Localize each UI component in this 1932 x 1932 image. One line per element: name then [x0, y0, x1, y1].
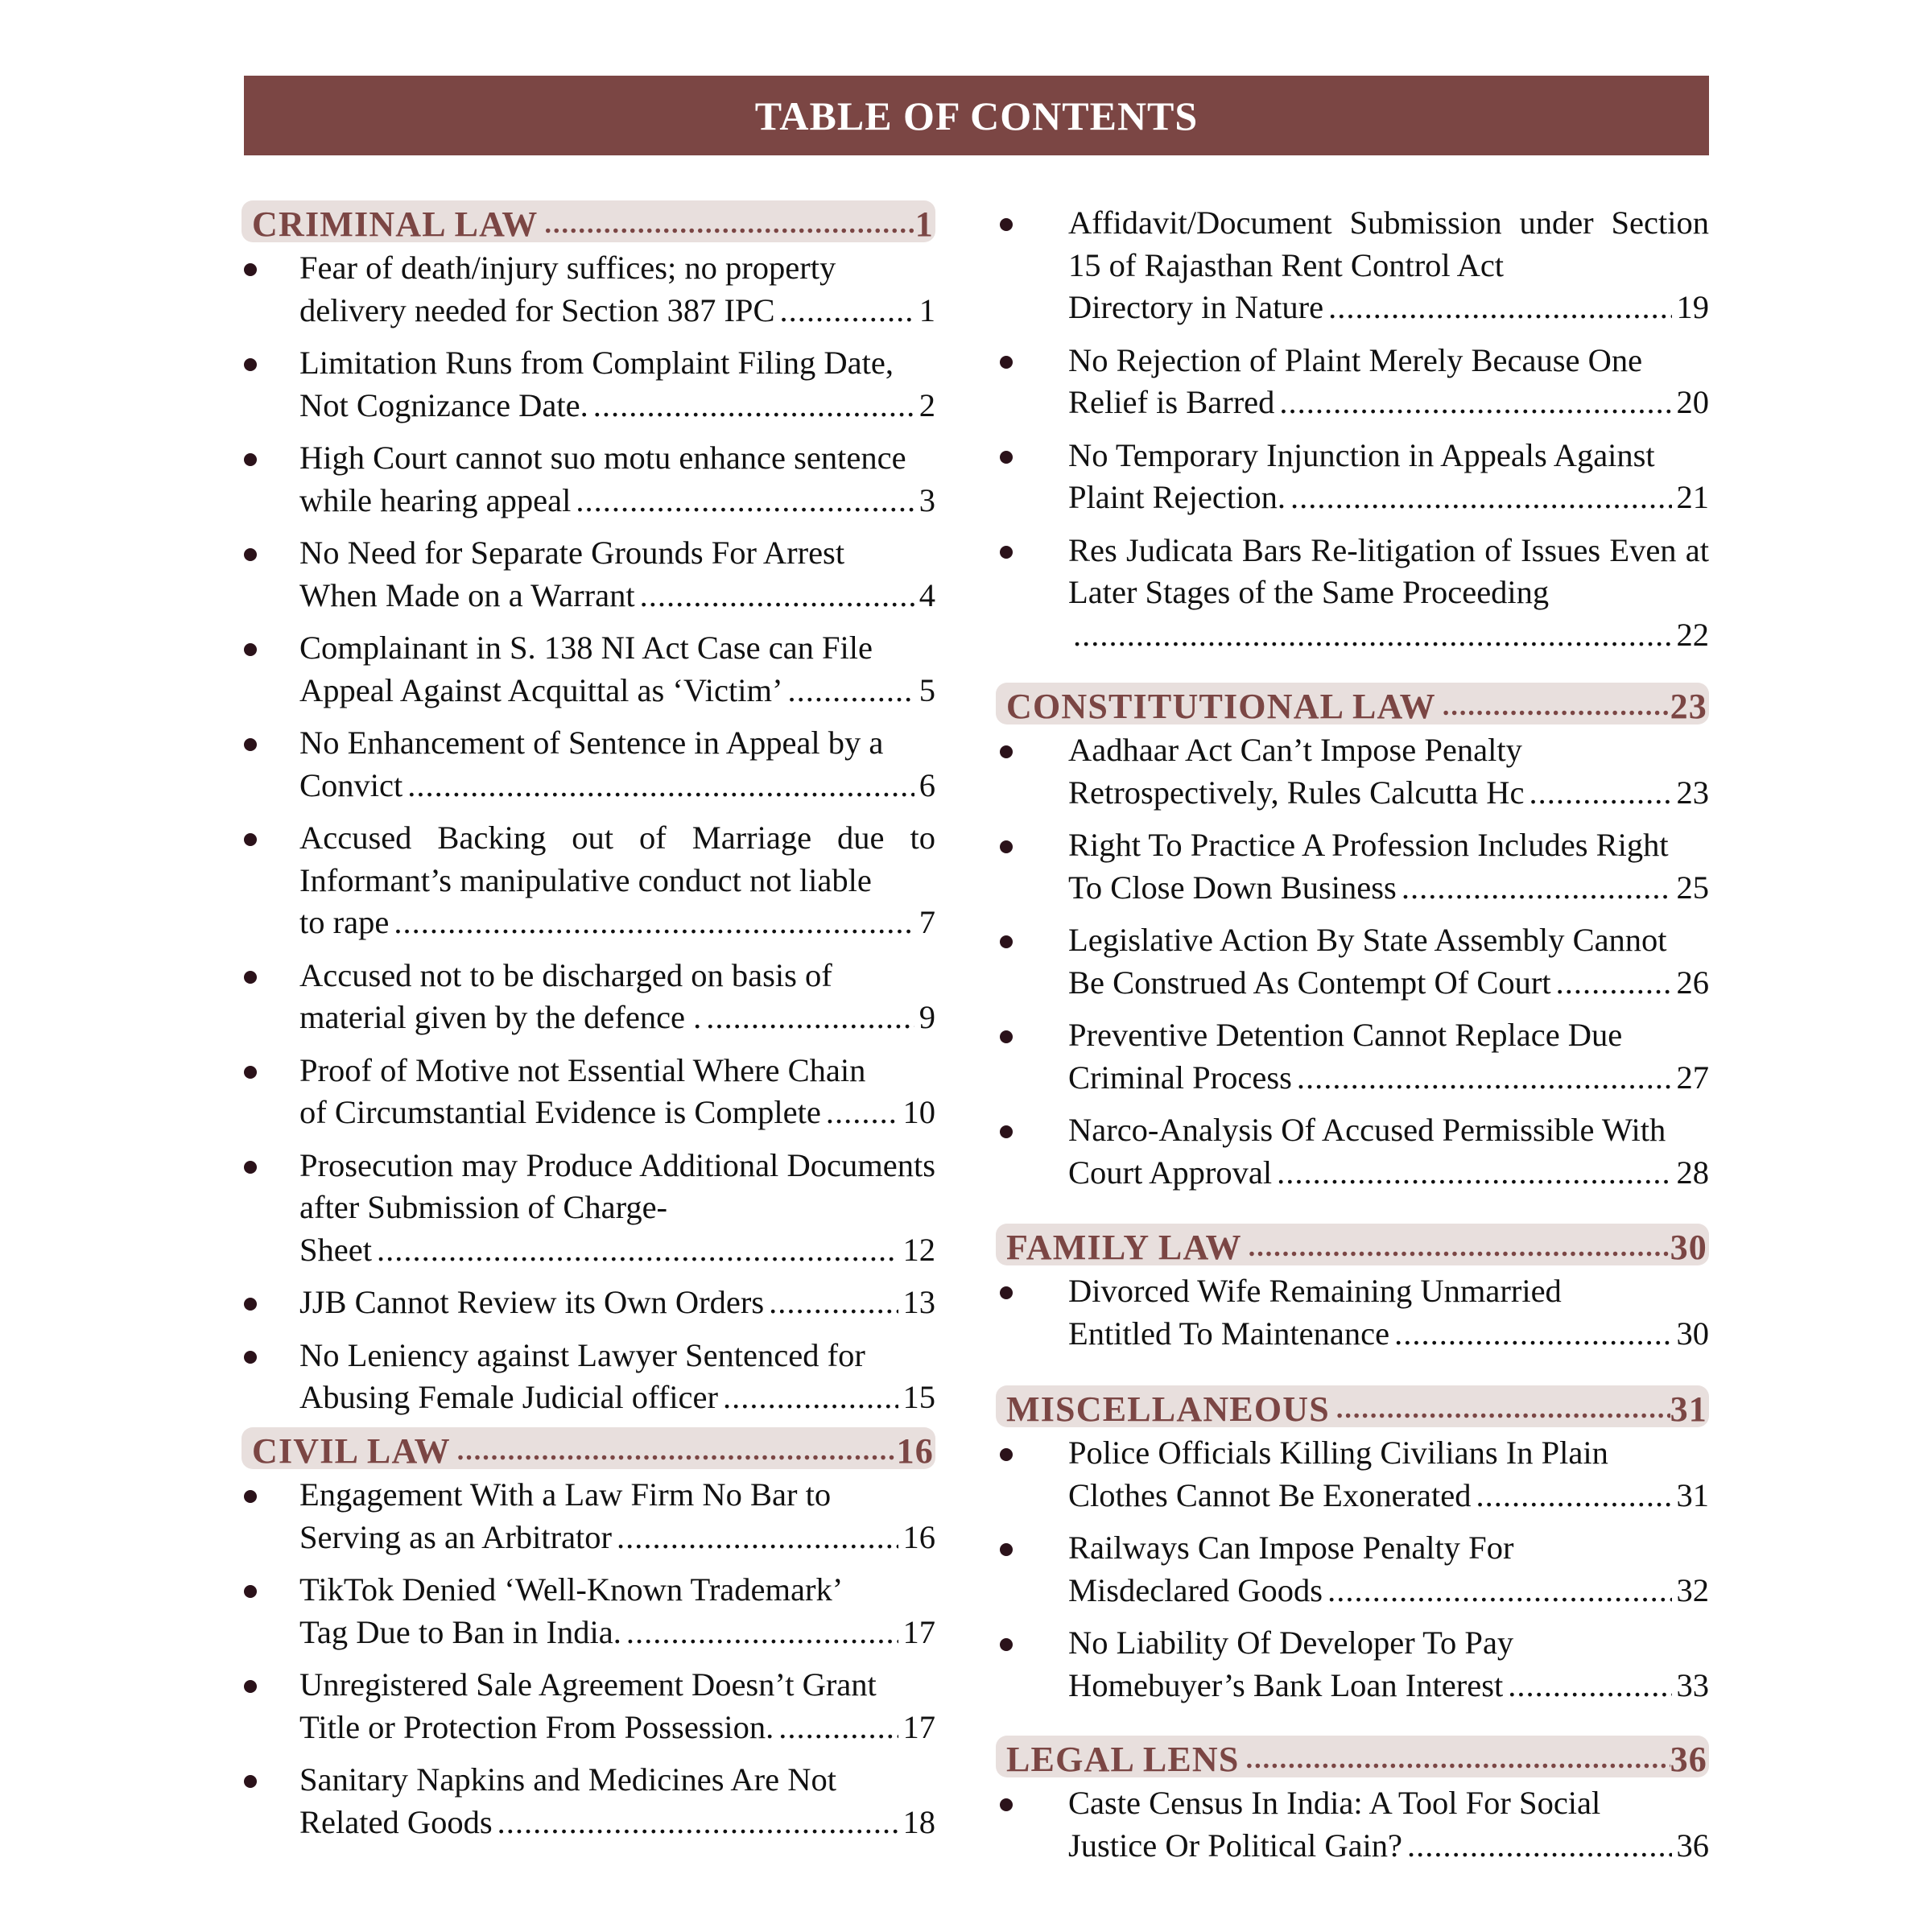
entry-last-line: [1068, 1825, 1709, 1868]
section-page-number: 31: [1670, 1389, 1707, 1427]
toc-entry[interactable]: [1006, 435, 1709, 519]
entry-title-end: JJB Cannot Review its Own Orders: [299, 1284, 765, 1320]
entry-page-number: 28: [1676, 1154, 1709, 1191]
dot-leader: [1328, 287, 1671, 329]
entry-title-end: Directory in Nature: [1068, 289, 1324, 325]
entry-last-line: [1068, 287, 1709, 329]
entry-last-line: [1068, 867, 1709, 910]
section-legal-lens: [1006, 1736, 1709, 1867]
entry-title-end: Clothes Cannot Be Exonerated: [1068, 1476, 1472, 1513]
dot-leader: [576, 480, 914, 522]
section-heading[interactable]: [996, 1736, 1709, 1777]
section-heading[interactable]: [996, 1385, 1709, 1427]
section-heading[interactable]: [996, 1224, 1709, 1265]
bullet-icon: [1000, 840, 1013, 853]
bullet-icon: [244, 833, 257, 846]
entry-title-end: When Made on a Warrant: [299, 576, 635, 613]
entry-page-number: 10: [902, 1094, 935, 1130]
entry-title: No Liability Of Developer To Pay: [1068, 1624, 1514, 1661]
bullet-icon: [1000, 1286, 1013, 1299]
toc-entry[interactable]: [242, 1474, 935, 1558]
dot-leader: [617, 1517, 898, 1559]
dot-leader: [787, 670, 914, 712]
bullet-icon: [244, 971, 257, 984]
entry-last-line: [299, 997, 935, 1039]
entry-list: [1006, 202, 1709, 656]
bullet-icon: [244, 548, 257, 561]
toc-entry[interactable]: [1006, 824, 1709, 909]
dot-leader: [1073, 614, 1672, 657]
entry-page-number: 25: [1676, 869, 1709, 906]
entry-page-number: 30: [1676, 1315, 1709, 1352]
dot-leader: [1529, 772, 1671, 815]
toc-entry[interactable]: [242, 627, 935, 712]
bullet-icon: [1000, 935, 1013, 948]
bullet-icon: [1000, 218, 1013, 231]
toc-entry[interactable]: [242, 722, 935, 807]
entry-page-number: 17: [902, 1708, 935, 1745]
toc-entry[interactable]: [242, 1282, 935, 1324]
section-heading-label: FAMILY LAW: [1006, 1228, 1242, 1265]
entry-title-end: Title or Protection From Possession.: [299, 1708, 774, 1745]
bullet-icon: [244, 1490, 257, 1503]
toc-entry[interactable]: [1006, 1527, 1709, 1612]
entry-page-number: 21: [1676, 479, 1709, 515]
entry-list: [1006, 1270, 1709, 1355]
entry-page-number: 27: [1676, 1059, 1709, 1096]
entry-page-number: 16: [902, 1518, 935, 1555]
bullet-icon: [1000, 1125, 1013, 1138]
entry-title-end: To Close Down Business: [1068, 869, 1397, 906]
entry-title-end: Misdeclared Goods: [1068, 1571, 1323, 1608]
entry-last-line: [1068, 614, 1709, 657]
entry-page-number: 32: [1676, 1571, 1709, 1608]
entry-title-end: Retrospectively, Rules Calcutta Hc: [1068, 774, 1525, 811]
section-heading[interactable]: [996, 683, 1709, 724]
section-heading-label: CRIMINAL LAW: [252, 204, 539, 242]
entry-title-end: while hearing appeal: [299, 481, 572, 518]
entry-page-number: 23: [1676, 774, 1709, 811]
entry-page-number: 20: [1676, 384, 1709, 420]
toc-entry[interactable]: [1006, 530, 1709, 657]
entry-title: Police Officials Killing Civilians In Plain: [1068, 1435, 1608, 1471]
toc-entry[interactable]: [242, 437, 935, 522]
toc-entry[interactable]: [242, 1664, 935, 1748]
dot-leader: [779, 290, 914, 332]
section-page-number: 36: [1670, 1740, 1707, 1777]
entry-title-end: Not Cognizance Date.: [299, 386, 588, 423]
bullet-icon: [1000, 356, 1013, 369]
entry-title-end: Be Construed As Contempt Of Court: [1068, 964, 1551, 1001]
entry-last-line: [1068, 382, 1709, 424]
entry-page-number: 5: [919, 671, 935, 708]
entry-title: No Need for Separate Grounds For Arrest: [299, 535, 845, 571]
entry-title: Engagement With a Law Firm No Bar to: [299, 1476, 832, 1513]
title-bar: [244, 76, 1709, 155]
dot-leader: [1443, 689, 1670, 724]
dot-leader: [1476, 1475, 1672, 1517]
dot-leader: [544, 207, 914, 242]
section-page-number: 30: [1670, 1228, 1707, 1265]
section-miscellaneous: [1006, 1385, 1709, 1707]
entry-page-number: 1: [919, 291, 935, 328]
bullet-icon: [1000, 1030, 1013, 1043]
entry-title: Accused Backing out of Marriage due to Informant’s manipulative conduct not liable: [299, 819, 935, 898]
entry-page-number: 4: [919, 576, 935, 613]
bullet-icon: [244, 453, 257, 466]
bullet-icon: [244, 643, 257, 656]
entry-last-line: [299, 670, 935, 712]
entry-page-number: 6: [919, 766, 935, 803]
entry-list: [242, 247, 935, 1419]
entry-page-number: 31: [1676, 1476, 1709, 1513]
dot-leader: [1290, 477, 1672, 519]
section-constitutional-law: [1006, 683, 1709, 1194]
entry-title: TikTok Denied ‘Well-Known Trademark’: [299, 1571, 844, 1608]
entry-last-line: [1068, 1665, 1709, 1707]
entry-page-number: 22: [1676, 616, 1709, 653]
dot-leader: [723, 1377, 898, 1419]
bullet-icon: [1000, 1638, 1013, 1651]
entry-title-end: Related Goods: [299, 1803, 493, 1840]
entry-last-line: [299, 1092, 935, 1134]
entry-title-end: Justice Or Political Gain?: [1068, 1827, 1403, 1864]
entry-title: Railways Can Impose Penalty For: [1068, 1530, 1514, 1566]
entry-title: Aadhaar Act Can’t Impose Penalty: [1068, 732, 1522, 768]
dot-leader: [394, 902, 914, 944]
entry-page-number: 12: [902, 1231, 935, 1268]
entry-title: Unregistered Sale Agreement Doesn’t Grant: [299, 1666, 877, 1703]
entry-last-line: [299, 385, 935, 427]
entry-page-number: 17: [902, 1613, 935, 1650]
dot-leader: [1508, 1665, 1671, 1707]
entry-page-number: 36: [1676, 1827, 1709, 1864]
entry-title: Proof of Motive not Essential Where Chain: [299, 1051, 866, 1088]
entry-page-number: 7: [919, 904, 935, 940]
section-heading-label: CIVIL LAW: [252, 1431, 451, 1469]
bullet-icon: [244, 1585, 257, 1598]
dot-leader: [407, 765, 914, 807]
dot-leader: [1246, 1742, 1670, 1777]
entry-title: Sanitary Napkins and Medicines Are Not: [299, 1761, 836, 1798]
toc-entry[interactable]: [242, 1569, 935, 1653]
entry-title-end: Tag Due to Ban in India.: [299, 1613, 621, 1650]
section-criminal-law: [242, 200, 935, 1419]
dot-leader: [1394, 1313, 1671, 1356]
section-heading-label: CONSTITUTIONAL LAW: [1006, 687, 1436, 724]
toc-entry[interactable]: [1006, 919, 1709, 1004]
entry-title: Fear of death/injury suffices; no property: [299, 250, 836, 286]
page-title: TABLE OF CONTENTS: [754, 93, 1199, 138]
entry-list: [242, 1474, 935, 1843]
entry-title: Legislative Action By State Assembly Cannot: [1068, 922, 1667, 958]
entry-last-line: [299, 765, 935, 807]
toc-entry[interactable]: [1006, 729, 1709, 814]
entry-title-end: Sheet: [299, 1231, 372, 1268]
entry-last-line: [299, 902, 935, 944]
section-heading-label: LEGAL LENS: [1006, 1740, 1240, 1777]
bullet-icon: [1000, 1448, 1013, 1461]
toc-entry[interactable]: [242, 1050, 935, 1134]
toc-entry[interactable]: [1006, 1782, 1709, 1867]
toc-entry[interactable]: [1006, 340, 1709, 424]
toc-entry[interactable]: [242, 342, 935, 427]
dot-leader: [457, 1434, 897, 1469]
entry-title: Complainant in S. 138 NI Act Case can File: [299, 630, 873, 666]
section-civil-law: [242, 1427, 935, 1843]
section-heading-label: MISCELLANEOUS: [1006, 1389, 1330, 1427]
entry-title-end: Serving as an Arbitrator: [299, 1518, 613, 1555]
entry-title: No Temporary Injunction in Appeals Against: [1068, 436, 1655, 473]
entry-title-end: Homebuyer’s Bank Loan Interest: [1068, 1666, 1504, 1703]
entry-title: Res Judicata Bars Re-litigation of Issues Even at Later Stages of the Same Proceeding: [1068, 531, 1709, 610]
toc-entry[interactable]: [242, 1145, 935, 1272]
entry-page-number: 15: [902, 1379, 935, 1415]
entry-last-line: [299, 1517, 935, 1559]
bullet-icon: [1000, 745, 1013, 758]
entry-title-end: Appeal Against Acquittal as ‘Victim’: [299, 671, 783, 708]
entry-page-number: 26: [1676, 964, 1709, 1001]
entry-title-end: Abusing Female Judicial officer: [299, 1379, 718, 1415]
entry-title-end: of Circumstantial Evidence is Complete: [299, 1094, 821, 1130]
dot-leader: [1277, 1152, 1671, 1195]
toc-entry[interactable]: [242, 1335, 935, 1419]
entry-title: Caste Census In India: A Tool For Social: [1068, 1785, 1601, 1821]
entry-title: Affidavit/Document Submission under Section 15 of Rajasthan Rent Control Act: [1068, 204, 1709, 283]
entry-last-line: [299, 290, 935, 332]
dot-leader: [377, 1229, 898, 1272]
dot-leader: [1402, 867, 1672, 910]
dot-leader: [626, 1612, 898, 1654]
section-page-number: 16: [896, 1431, 934, 1469]
toc-entry[interactable]: [1006, 1270, 1709, 1355]
bullet-icon: [244, 263, 257, 276]
entry-last-line: [1068, 1313, 1709, 1356]
entry-page-number: 18: [902, 1803, 935, 1840]
entry-last-line: [1068, 772, 1709, 815]
entry-page-number: 33: [1676, 1666, 1709, 1703]
dot-leader: [1556, 962, 1672, 1005]
entry-title: Divorced Wife Remaining Unmarried: [1068, 1273, 1562, 1309]
entry-page-number: 9: [919, 999, 935, 1035]
bullet-icon: [244, 738, 257, 751]
entry-title-end: Convict: [299, 766, 403, 803]
bullet-icon: [1000, 451, 1013, 464]
toc-entry[interactable]: [242, 532, 935, 617]
dot-leader: [1407, 1825, 1671, 1868]
entry-last-line: [299, 1229, 935, 1272]
entry-page-number: 19: [1676, 289, 1709, 325]
entry-title: Limitation Runs from Complaint Filing Date,: [299, 345, 894, 381]
entry-last-line: [1068, 1475, 1709, 1517]
entry-last-line: [1068, 1570, 1709, 1612]
toc-entry[interactable]: [242, 955, 935, 1039]
section-page-number: 23: [1670, 687, 1707, 724]
dot-leader: [778, 1707, 898, 1749]
toc-entry[interactable]: [242, 247, 935, 332]
entry-page-number: 13: [902, 1284, 935, 1320]
entry-last-line: [299, 1802, 935, 1844]
dot-leader: [1327, 1570, 1671, 1612]
entry-title: Narco-Analysis Of Accused Permissible With: [1068, 1112, 1666, 1148]
dot-leader: [1297, 1057, 1672, 1100]
entry-last-line: [1068, 1152, 1709, 1195]
dot-leader: [769, 1282, 898, 1324]
entry-title: No Rejection of Plaint Merely Because One: [1068, 341, 1643, 378]
dot-leader: [640, 575, 914, 617]
dot-leader: [497, 1802, 898, 1844]
entry-last-line: [1068, 962, 1709, 1005]
dot-leader: [1249, 1230, 1670, 1265]
bullet-icon: [244, 358, 257, 371]
entry-last-line: [1068, 1057, 1709, 1100]
bullet-icon: [1000, 1543, 1013, 1556]
dot-leader: [706, 997, 914, 1039]
entry-title-end: material given by the defence .: [299, 999, 702, 1035]
section-family-law: [1006, 1224, 1709, 1355]
section-heading[interactable]: [242, 1427, 935, 1469]
section-heading[interactable]: [242, 200, 935, 242]
entry-title-end: Relief is Barred: [1068, 384, 1275, 420]
entry-last-line: [299, 1282, 935, 1324]
entry-last-line: [299, 1612, 935, 1654]
entry-last-line: [299, 575, 935, 617]
dot-leader: [826, 1092, 898, 1134]
bullet-icon: [244, 1066, 257, 1079]
entry-title: No Leniency against Lawyer Sentenced for: [299, 1336, 865, 1373]
bullet-icon: [244, 1351, 257, 1364]
bullet-icon: [1000, 1798, 1013, 1811]
entry-title-end: Plaint Rejection.: [1068, 479, 1286, 515]
entry-last-line: [299, 1707, 935, 1749]
dot-leader: [1336, 1392, 1670, 1427]
entry-title: No Enhancement of Sentence in Appeal by a: [299, 724, 884, 761]
entry-title: Preventive Detention Cannot Replace Due: [1068, 1017, 1623, 1053]
entry-list: [1006, 1432, 1709, 1707]
section-page-number: 1: [914, 204, 934, 242]
entry-title-end: to rape: [299, 904, 390, 940]
toc-entry[interactable]: [1006, 1432, 1709, 1517]
toc-entry[interactable]: [1006, 1109, 1709, 1194]
bullet-icon: [1000, 546, 1013, 559]
entry-page-number: 2: [919, 386, 935, 423]
entry-title-end: Entitled To Maintenance: [1068, 1315, 1390, 1352]
bullet-icon: [244, 1775, 257, 1788]
toc-entry[interactable]: [242, 817, 935, 944]
dot-leader: [1279, 382, 1671, 424]
entry-page-number: 3: [919, 481, 935, 518]
section-continued: [1006, 200, 1709, 656]
entry-last-line: [299, 480, 935, 522]
entry-title-end: delivery needed for Section 387 IPC: [299, 291, 775, 328]
entry-list: [1006, 729, 1709, 1194]
bullet-icon: [244, 1298, 257, 1311]
toc-entry[interactable]: [242, 1759, 935, 1843]
entry-last-line: [1068, 477, 1709, 519]
entry-title-end: Court Approval: [1068, 1154, 1273, 1191]
toc-entry[interactable]: [1006, 202, 1709, 329]
entry-last-line: [299, 1377, 935, 1419]
entry-title: High Court cannot suo motu enhance sentence: [299, 440, 906, 476]
bullet-icon: [244, 1680, 257, 1693]
entry-list: [1006, 1782, 1709, 1867]
entry-title: Prosecution may Produce Additional Documents after Submission of Charge-: [299, 1146, 935, 1225]
entry-title: Right To Practice A Profession Includes Right: [1068, 827, 1669, 863]
toc-entry[interactable]: [1006, 1622, 1709, 1707]
entry-title-end: Criminal Process: [1068, 1059, 1292, 1096]
bullet-icon: [244, 1161, 257, 1174]
dot-leader: [593, 385, 914, 427]
toc-entry[interactable]: [1006, 1014, 1709, 1099]
entry-title: Accused not to be discharged on basis of: [299, 956, 832, 993]
